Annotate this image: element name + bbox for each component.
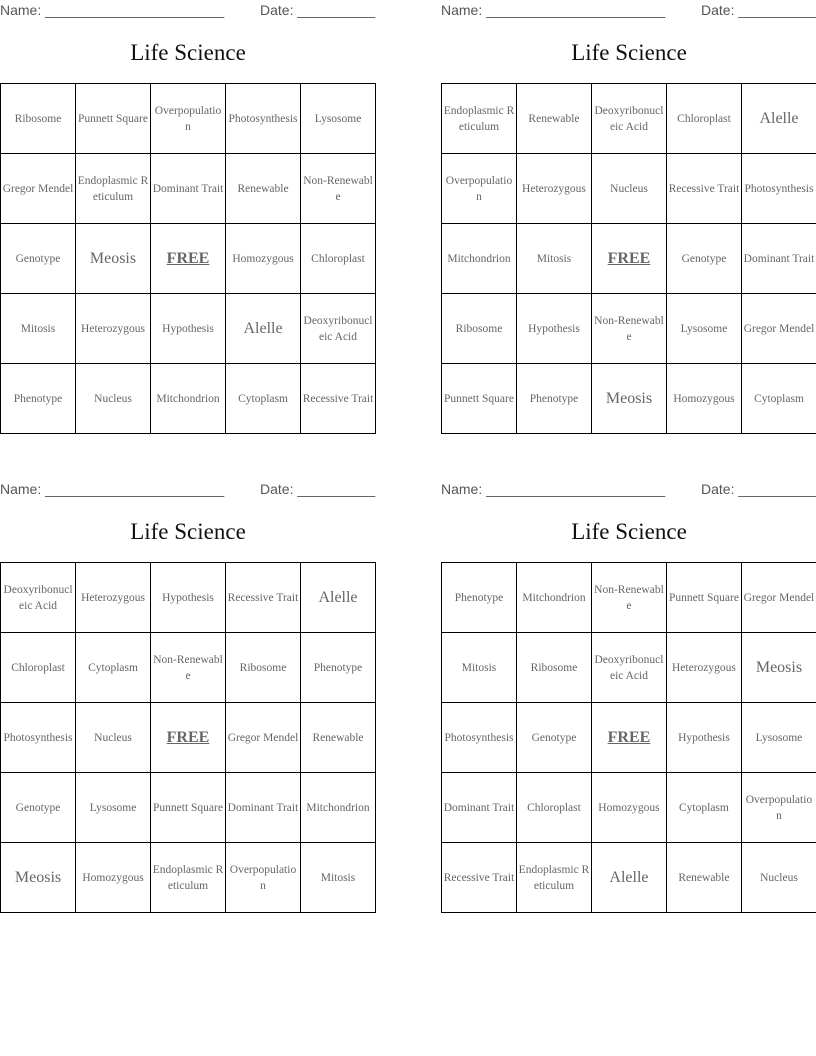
bingo-cell: Phenotype — [516, 364, 591, 434]
bingo-cell: Gregor Mendel — [1, 154, 76, 224]
bingo-cell: Mitchondrion — [516, 563, 591, 633]
bingo-cell: Alelle — [300, 563, 375, 633]
bingo-card — [0, 479, 376, 892]
bingo-cell: Deoxyribonucleic Acid — [301, 294, 376, 364]
bingo-cell: Homozygous — [76, 843, 151, 913]
bingo-row — [1, 294, 376, 364]
bingo-cell: Punnett Square — [75, 84, 150, 154]
bingo-cell: Dominant Trait — [226, 773, 301, 843]
bingo-cell: Non-Renewable — [591, 563, 666, 633]
bingo-row — [1, 563, 376, 633]
bingo-cell: Overpopulation — [226, 843, 301, 913]
date-field: Date: __________ — [260, 481, 376, 497]
bingo-cell: Homozygous — [591, 773, 666, 843]
bingo-cell: Genotype — [1, 773, 76, 843]
bingo-cell: Recessive Trait — [226, 563, 301, 633]
bingo-cell: Recessive Trait — [442, 843, 517, 913]
bingo-cell: Overpopulation — [442, 154, 517, 224]
free-space: FREE — [591, 703, 666, 773]
bingo-cell: Mitchondrion — [300, 773, 375, 843]
bingo-cell: Mitchondrion — [151, 364, 226, 434]
name-date-row — [441, 2, 816, 18]
bingo-cell: Photosynthesis — [1, 703, 76, 773]
bingo-cell: Endoplasmic Reticulum — [151, 843, 226, 913]
bingo-card — [441, 479, 816, 892]
bingo-grid — [441, 83, 816, 434]
bingo-cell: Hypothesis — [516, 294, 591, 364]
bingo-cell: Cytoplasm — [741, 364, 816, 434]
bingo-cell: Mitosis — [300, 843, 375, 913]
bingo-cell: Homozygous — [667, 364, 742, 434]
bingo-cell: Dominant Trait — [442, 773, 517, 843]
bingo-grid — [441, 562, 816, 913]
bingo-cell: Mitosis — [442, 633, 517, 703]
bingo-row — [442, 563, 816, 633]
bingo-cell: Deoxyribonucleic Acid — [591, 633, 666, 703]
bingo-cell: Lysosome — [301, 84, 376, 154]
bingo-cell: Lysosome — [667, 294, 742, 364]
date-field: Date: __________ — [701, 481, 816, 497]
bingo-cell: Alelle — [226, 294, 301, 364]
bingo-cell: Photosynthesis — [442, 703, 517, 773]
bingo-cell: Mitosis — [516, 224, 591, 294]
bingo-cell: Nucleus — [75, 364, 150, 434]
bingo-cell: Endoplasmic Reticulum — [442, 84, 517, 154]
bingo-cell: Ribosome — [1, 84, 76, 154]
card-title: Life Science — [571, 519, 687, 544]
bingo-row — [442, 843, 816, 913]
bingo-cell: Cytoplasm — [666, 773, 741, 843]
date-field: Date: __________ — [260, 2, 376, 18]
bingo-cell: Mitchondrion — [442, 224, 517, 294]
bingo-cell: Gregor Mendel — [226, 703, 301, 773]
bingo-cell: Heterozygous — [666, 633, 741, 703]
name-field: Name: _______________________ — [441, 481, 666, 497]
bingo-cell: Renewable — [226, 154, 301, 224]
bingo-cell: Dominant Trait — [741, 224, 816, 294]
bingo-row — [442, 294, 816, 364]
bingo-cell: Cytoplasm — [76, 633, 151, 703]
bingo-card — [441, 0, 816, 407]
bingo-cell: Alelle — [741, 84, 816, 154]
name-field: Name: _______________________ — [0, 2, 225, 18]
bingo-row — [1, 703, 376, 773]
bingo-cell: Mitosis — [1, 294, 76, 364]
bingo-row — [442, 84, 816, 154]
bingo-cell: Deoxyribonucleic Acid — [591, 84, 666, 154]
bingo-cell: Ribosome — [442, 294, 517, 364]
bingo-row — [1, 224, 376, 294]
free-space: FREE — [151, 224, 226, 294]
bingo-cell: Dominant Trait — [151, 154, 226, 224]
bingo-cell: Meosis — [741, 633, 816, 703]
bingo-row — [1, 633, 376, 703]
bingo-row — [442, 703, 816, 773]
bingo-cell: Punnett Square — [666, 563, 741, 633]
bingo-cell: Ribosome — [516, 633, 591, 703]
bingo-cell: Heterozygous — [516, 154, 591, 224]
bingo-cell: Lysosome — [76, 773, 151, 843]
bingo-cell: Phenotype — [442, 563, 517, 633]
name-field: Name: _______________________ — [0, 481, 225, 497]
bingo-row — [1, 843, 376, 913]
bingo-cell: Chloroplast — [516, 773, 591, 843]
free-space: FREE — [591, 224, 666, 294]
bingo-cell: Genotype — [1, 224, 76, 294]
bingo-row — [442, 154, 816, 224]
bingo-cell: Chloroplast — [301, 224, 376, 294]
bingo-cell: Meosis — [591, 364, 666, 434]
bingo-cell: Renewable — [666, 843, 741, 913]
bingo-cell: Gregor Mendel — [741, 294, 816, 364]
bingo-cell: Nucleus — [76, 703, 151, 773]
bingo-cell: Homozygous — [226, 224, 301, 294]
bingo-cell: Meosis — [75, 224, 150, 294]
bingo-card — [0, 0, 376, 405]
bingo-row — [1, 154, 376, 224]
bingo-cell: Non-Renewable — [301, 154, 376, 224]
bingo-cell: Nucleus — [591, 154, 666, 224]
bingo-cell: Ribosome — [226, 633, 301, 703]
bingo-cell: Heterozygous — [76, 563, 151, 633]
bingo-row — [1, 773, 376, 843]
card-title: Life Science — [130, 519, 246, 544]
bingo-cell: Alelle — [591, 843, 666, 913]
bingo-cell: Photosynthesis — [226, 84, 301, 154]
bingo-cell: Overpopulation — [151, 84, 226, 154]
name-date-row — [441, 481, 816, 497]
bingo-cell: Hypothesis — [666, 703, 741, 773]
name-field: Name: _______________________ — [441, 2, 666, 18]
bingo-cell: Chloroplast — [1, 633, 76, 703]
bingo-row — [1, 84, 376, 154]
bingo-cell: Meosis — [1, 843, 76, 913]
bingo-cell: Chloroplast — [667, 84, 742, 154]
bingo-row — [442, 633, 816, 703]
bingo-row — [442, 364, 816, 434]
bingo-cell: Punnett Square — [151, 773, 226, 843]
name-date-row — [0, 481, 376, 497]
bingo-cell: Gregor Mendel — [741, 563, 816, 633]
bingo-cell: Non-Renewable — [591, 294, 666, 364]
bingo-cell: Renewable — [516, 84, 591, 154]
bingo-cell: Renewable — [300, 703, 375, 773]
bingo-cell: Endoplasmic Reticulum — [516, 843, 591, 913]
bingo-cell: Cytoplasm — [226, 364, 301, 434]
bingo-cell: Endoplasmic Reticulum — [75, 154, 150, 224]
bingo-cell: Hypothesis — [151, 294, 226, 364]
bingo-cell: Photosynthesis — [741, 154, 816, 224]
bingo-cell: Non-Renewable — [151, 633, 226, 703]
bingo-cell: Hypothesis — [151, 563, 226, 633]
bingo-cell: Heterozygous — [75, 294, 150, 364]
bingo-cell: Recessive Trait — [301, 364, 376, 434]
bingo-cell: Overpopulation — [741, 773, 816, 843]
bingo-row — [1, 364, 376, 434]
bingo-cell: Phenotype — [300, 633, 375, 703]
name-date-row — [0, 2, 376, 18]
bingo-cell: Recessive Trait — [667, 154, 742, 224]
bingo-cell: Punnett Square — [442, 364, 517, 434]
bingo-grid — [0, 83, 376, 434]
bingo-cell: Phenotype — [1, 364, 76, 434]
bingo-cell: Deoxyribonucleic Acid — [1, 563, 76, 633]
bingo-cell: Nucleus — [741, 843, 816, 913]
bingo-grid — [0, 562, 376, 913]
card-title: Life Science — [571, 40, 687, 65]
bingo-row — [442, 773, 816, 843]
date-field: Date: __________ — [701, 2, 816, 18]
free-space: FREE — [151, 703, 226, 773]
bingo-cell: Genotype — [667, 224, 742, 294]
bingo-row — [442, 224, 816, 294]
card-title: Life Science — [130, 40, 246, 65]
bingo-cell: Genotype — [516, 703, 591, 773]
bingo-cell: Lysosome — [741, 703, 816, 773]
